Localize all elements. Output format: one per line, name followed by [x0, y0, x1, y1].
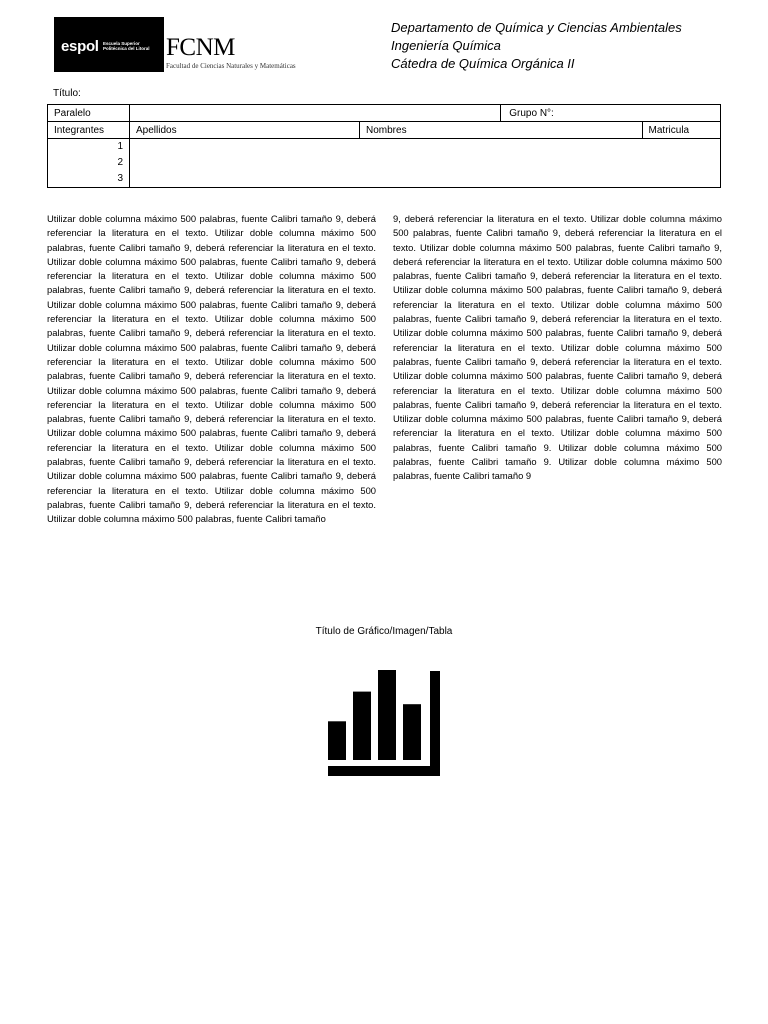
body-column-right: 9, deberá referenciar la literatura en el texto. Utilizar doble columna máximo 500 palabras, fuente Calibri tamaño 9, deberá referenciar la literatura en el texto. Utilizar doble columna máximo 500 palabras, fuente Calibri tamaño 9, deberá referenciar la literatura en el texto. Utilizar doble columna máximo 500 palabras, fuente Calibri tamaño 9, deberá referenciar la literatura en el texto. Utilizar doble columna máximo 500 palabras, fuente Calibri tamaño 9, deberá referenciar la literatura en el texto. Utilizar doble columna máximo 500 palabras, fuente Calibri tamaño 9, deberá referenciar la literatura en el texto. Utilizar doble columna máximo 500 palabras, fuente Calibri tamaño 9, deberá referenciar la literatura en el texto. Utilizar doble columna máximo 500 palabras, fuente Calibri tamaño 9, deberá referenciar la literatura en el texto. Utilizar doble columna máximo 500 palabras, fuente Calibri tamaño 9, deberá referenciar la literatura en el texto. Utilizar doble columna máximo 500 palabras, fuente Calibri tamaño 9, deberá referenciar la literatura en el texto. Utilizar doble columna máximo 500 palabras, fuente Calibri tamaño 9, deberá referenciar la literatura en el texto. Utilizar doble columna máximo 500 palabras, fuente Calibri tamaño 9. Utilizar doble columna máximo 500 palabras, fuente Calibri tamaño 9. Utilizar doble columna máximo 500 palabras, fuente Calibri tamaño 9 [393, 213, 722, 482]
row-number: 3 [117, 173, 123, 184]
paralelo-value-cell[interactable] [130, 105, 501, 122]
col-apellidos: Apellidos [130, 122, 360, 139]
row-numbers-cell [48, 139, 130, 188]
titulo-label: Título: [53, 88, 81, 99]
row-number: 1 [117, 141, 123, 152]
fcnm-logo-text: FCNM [166, 34, 235, 61]
grupo-label: Grupo N°: [501, 105, 721, 122]
col-nombres: Nombres [360, 122, 643, 139]
header-info [391, 19, 682, 73]
faculty-name: Facultad de Ciencias Naturales y Matemáticas [166, 62, 296, 70]
course-title: Cátedra de Química Orgánica II [391, 56, 575, 71]
body-column-left: Utilizar doble columna máximo 500 palabras, fuente Calibri tamaño 9, deberá referenciar la literatura en el texto. Utilizar doble columna máximo 500 palabras, fuente Calibri tamaño 9, deberá referenciar la literatura en el texto. Utilizar doble columna máximo 500 palabras, fuente Calibri tamaño 9, deberá referenciar la literatura en el texto. Utilizar doble columna máximo 500 palabras, fuente Calibri tamaño 9, deberá referenciar la literatura en el texto. Utilizar doble columna máximo 500 palabras, fuente Calibri tamaño 9, deberá referenciar la literatura en el texto. Utilizar doble columna máximo 500 palabras, fuente Calibri tamaño 9, deberá referenciar la literatura en el texto. Utilizar doble columna máximo 500 palabras, fuente Calibri tamaño 9, deberá referenciar la literatura en el texto. Utilizar doble columna máximo 500 palabras, fuente Calibri tamaño 9, deberá referenciar la literatura en el texto. Utilizar doble columna máximo 500 palabras, fuente Calibri tamaño 9, deberá referenciar la literatura en el texto. Utilizar doble columna máximo 500 palabras, fuente Calibri tamaño 9, deberá referenciar la literatura en el texto. Utilizar doble columna máximo 500 palabras, fuente Calibri tamaño 9, deberá referenciar la literatura en el texto. Utilizar doble columna máximo 500 palabras, fuente Calibri tamaño 9, deberá referenciar la literatura en el texto. Utilizar doble columna máximo 500 palabras, fuente Calibri tamaño 9, deberá referenciar la literatura en el texto. Utilizar doble columna máximo 500 palabras, fuente Calibri tamaño 9, deberá referenciar la literatura en el texto. Utilizar doble columna máximo 500 palabras, fuente Calibri tamaño [47, 213, 376, 525]
chart-bar [353, 692, 371, 760]
chart-bar [378, 670, 396, 760]
integrantes-entry-area[interactable] [130, 139, 721, 188]
integrantes-label: Integrantes [48, 122, 130, 139]
chart-bar [328, 721, 346, 760]
bar-chart-icon [318, 665, 444, 777]
paralelo-row [48, 105, 721, 122]
espol-logo [54, 17, 164, 72]
program-title: Ingeniería Química [391, 38, 501, 53]
chart-bar [403, 704, 421, 760]
row-number: 2 [117, 157, 123, 168]
integrantes-header-row [48, 122, 721, 139]
figure-title: Título de Gráfico/Imagen/Tabla [315, 626, 453, 637]
integrantes-rows [48, 139, 721, 188]
chart-base-axis [328, 766, 440, 776]
department-title: Departamento de Química y Ciencias Ambientales [391, 20, 682, 35]
col-matricula: Matricula [642, 122, 720, 139]
espol-logo-subtext: Escuela Superior Politécnica del Litoral [103, 41, 150, 51]
info-table [47, 104, 721, 188]
chart-side-axis [430, 671, 440, 776]
paralelo-label: Paralelo [48, 105, 130, 122]
espol-logo-text: espol [61, 38, 99, 55]
